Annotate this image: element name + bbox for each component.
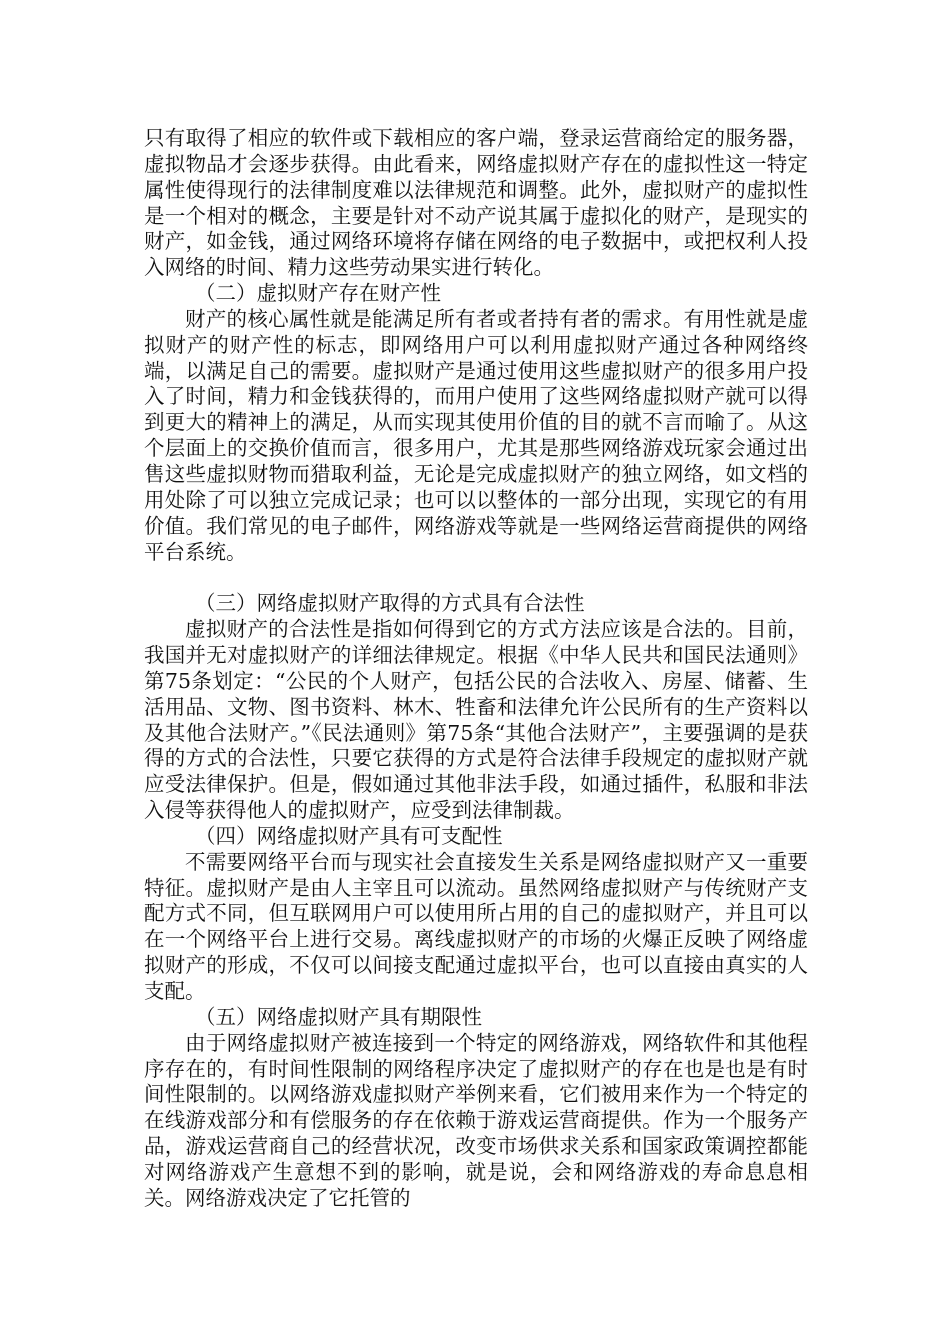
document-body [144, 126, 808, 1212]
section-heading-3: （三）网络虚拟财产取得的方式具有合法性 [195, 591, 585, 616]
body-paragraph-term: 由于网络虚拟财产被连接到一个特定的网络游戏，网络软件和其他程序存在的，有时间性限制的网络程序决定了虚拟财产的存在也是也是有时间性限制的。以网络游戏虚拟财产举例来看，它们被用来作为一个特定的在线游戏部分和有偿服务的存在依赖于游戏运营商提供。作为一个服务产品，游戏运营商自己的经营状况，改变市场供求关系和国家政策调控都能对网络游戏产生意想不到的影响，就是说，会和网络游戏的寿命息息相关。网络游戏决定了它托管的 [144, 1030, 808, 1210]
body-paragraph-legality: 虚拟财产的合法性是指如何得到它的方式方法应该是合法的。目前，我国并无对虚拟财产的详细法律规定。根据《中华人民共和国民法通则》第75条划定：“公民的个人财产，包括公民的合法收入、房屋、储蓄、生活用品、文物、图书资料、林木、牲畜和法律允许公民所有的生产资料以及其他合法财产。”《民法通则》第75条“其他合法财产”，主要强调的是获得的方式的合法性，只要它获得的方式是符合法律手段规定的虚拟财产就应受法律保护。但是，假如通过其他非法手段，如通过插件，私服和非法入侵等获得他人的虚拟财产，应受到法律制裁。 [144, 617, 808, 823]
body-paragraph-intro: 只有取得了相应的软件或下载相应的客户端，登录运营商给定的服务器，虚拟物品才会逐步获得。由此看来，网络虚拟财产存在的虚拟性这一特定属性使得现行的法律制度难以法律规范和调整。此外，虚拟财产的虚拟性是一个相对的概念，主要是针对不动产说其属于虚拟化的财产，是现实的财产，如金钱，通过网络环境将存储在网络的电子数据中，或把权利人投入网络的时间、精力这些劳动果实进行转化。 [144, 126, 808, 280]
section-heading-5: （五）网络虚拟财产具有期限性 [195, 1004, 482, 1029]
section-heading-2: （二）虚拟财产存在财产性 [195, 281, 441, 306]
body-paragraph-control: 不需要网络平台而与现实社会直接发生关系是网络虚拟财产又一重要特征。虚拟财产是由人主宰且可以流动。虽然网络虚拟财产与传统财产支配方式不同，但互联网用户可以使用所占用的自己的虚拟财产，并且可以在一个网络平台上进行交易。离线虚拟财产的市场的火爆正反映了网络虚拟财产的形成，不仅可以间接支配通过虚拟平台，也可以直接由真实的人支配。 [144, 849, 808, 1003]
paragraph-gap [144, 565, 808, 591]
body-paragraph-property: 财产的核心属性就是能满足所有者或者持有者的需求。有用性就是虚拟财产的财产性的标志，即网络用户可以利用虚拟财产通过各种网络终端，以满足自己的需要。虚拟财产是通过使用这些虚拟财产的很多用户投入了时间，精力和金钱获得的，而用户使用了这些网络虚拟财产就可以得到更大的精神上的满足，从而实现其使用价值的目的就不言而喻了。从这个层面上的交换价值而言，很多用户，尤其是那些网络游戏玩家会通过出售这些虚拟财物而猎取利益，无论是完成虚拟财产的独立网络，如文档的用处除了可以独立完成记录；也可以以整体的一部分出现，实现它的有用价值。我们常见的电子邮件，网络游戏等就是一些网络运营商提供的网络平台系统。 [144, 306, 808, 564]
section-heading-4: （四）网络虚拟财产具有可支配性 [195, 823, 503, 848]
